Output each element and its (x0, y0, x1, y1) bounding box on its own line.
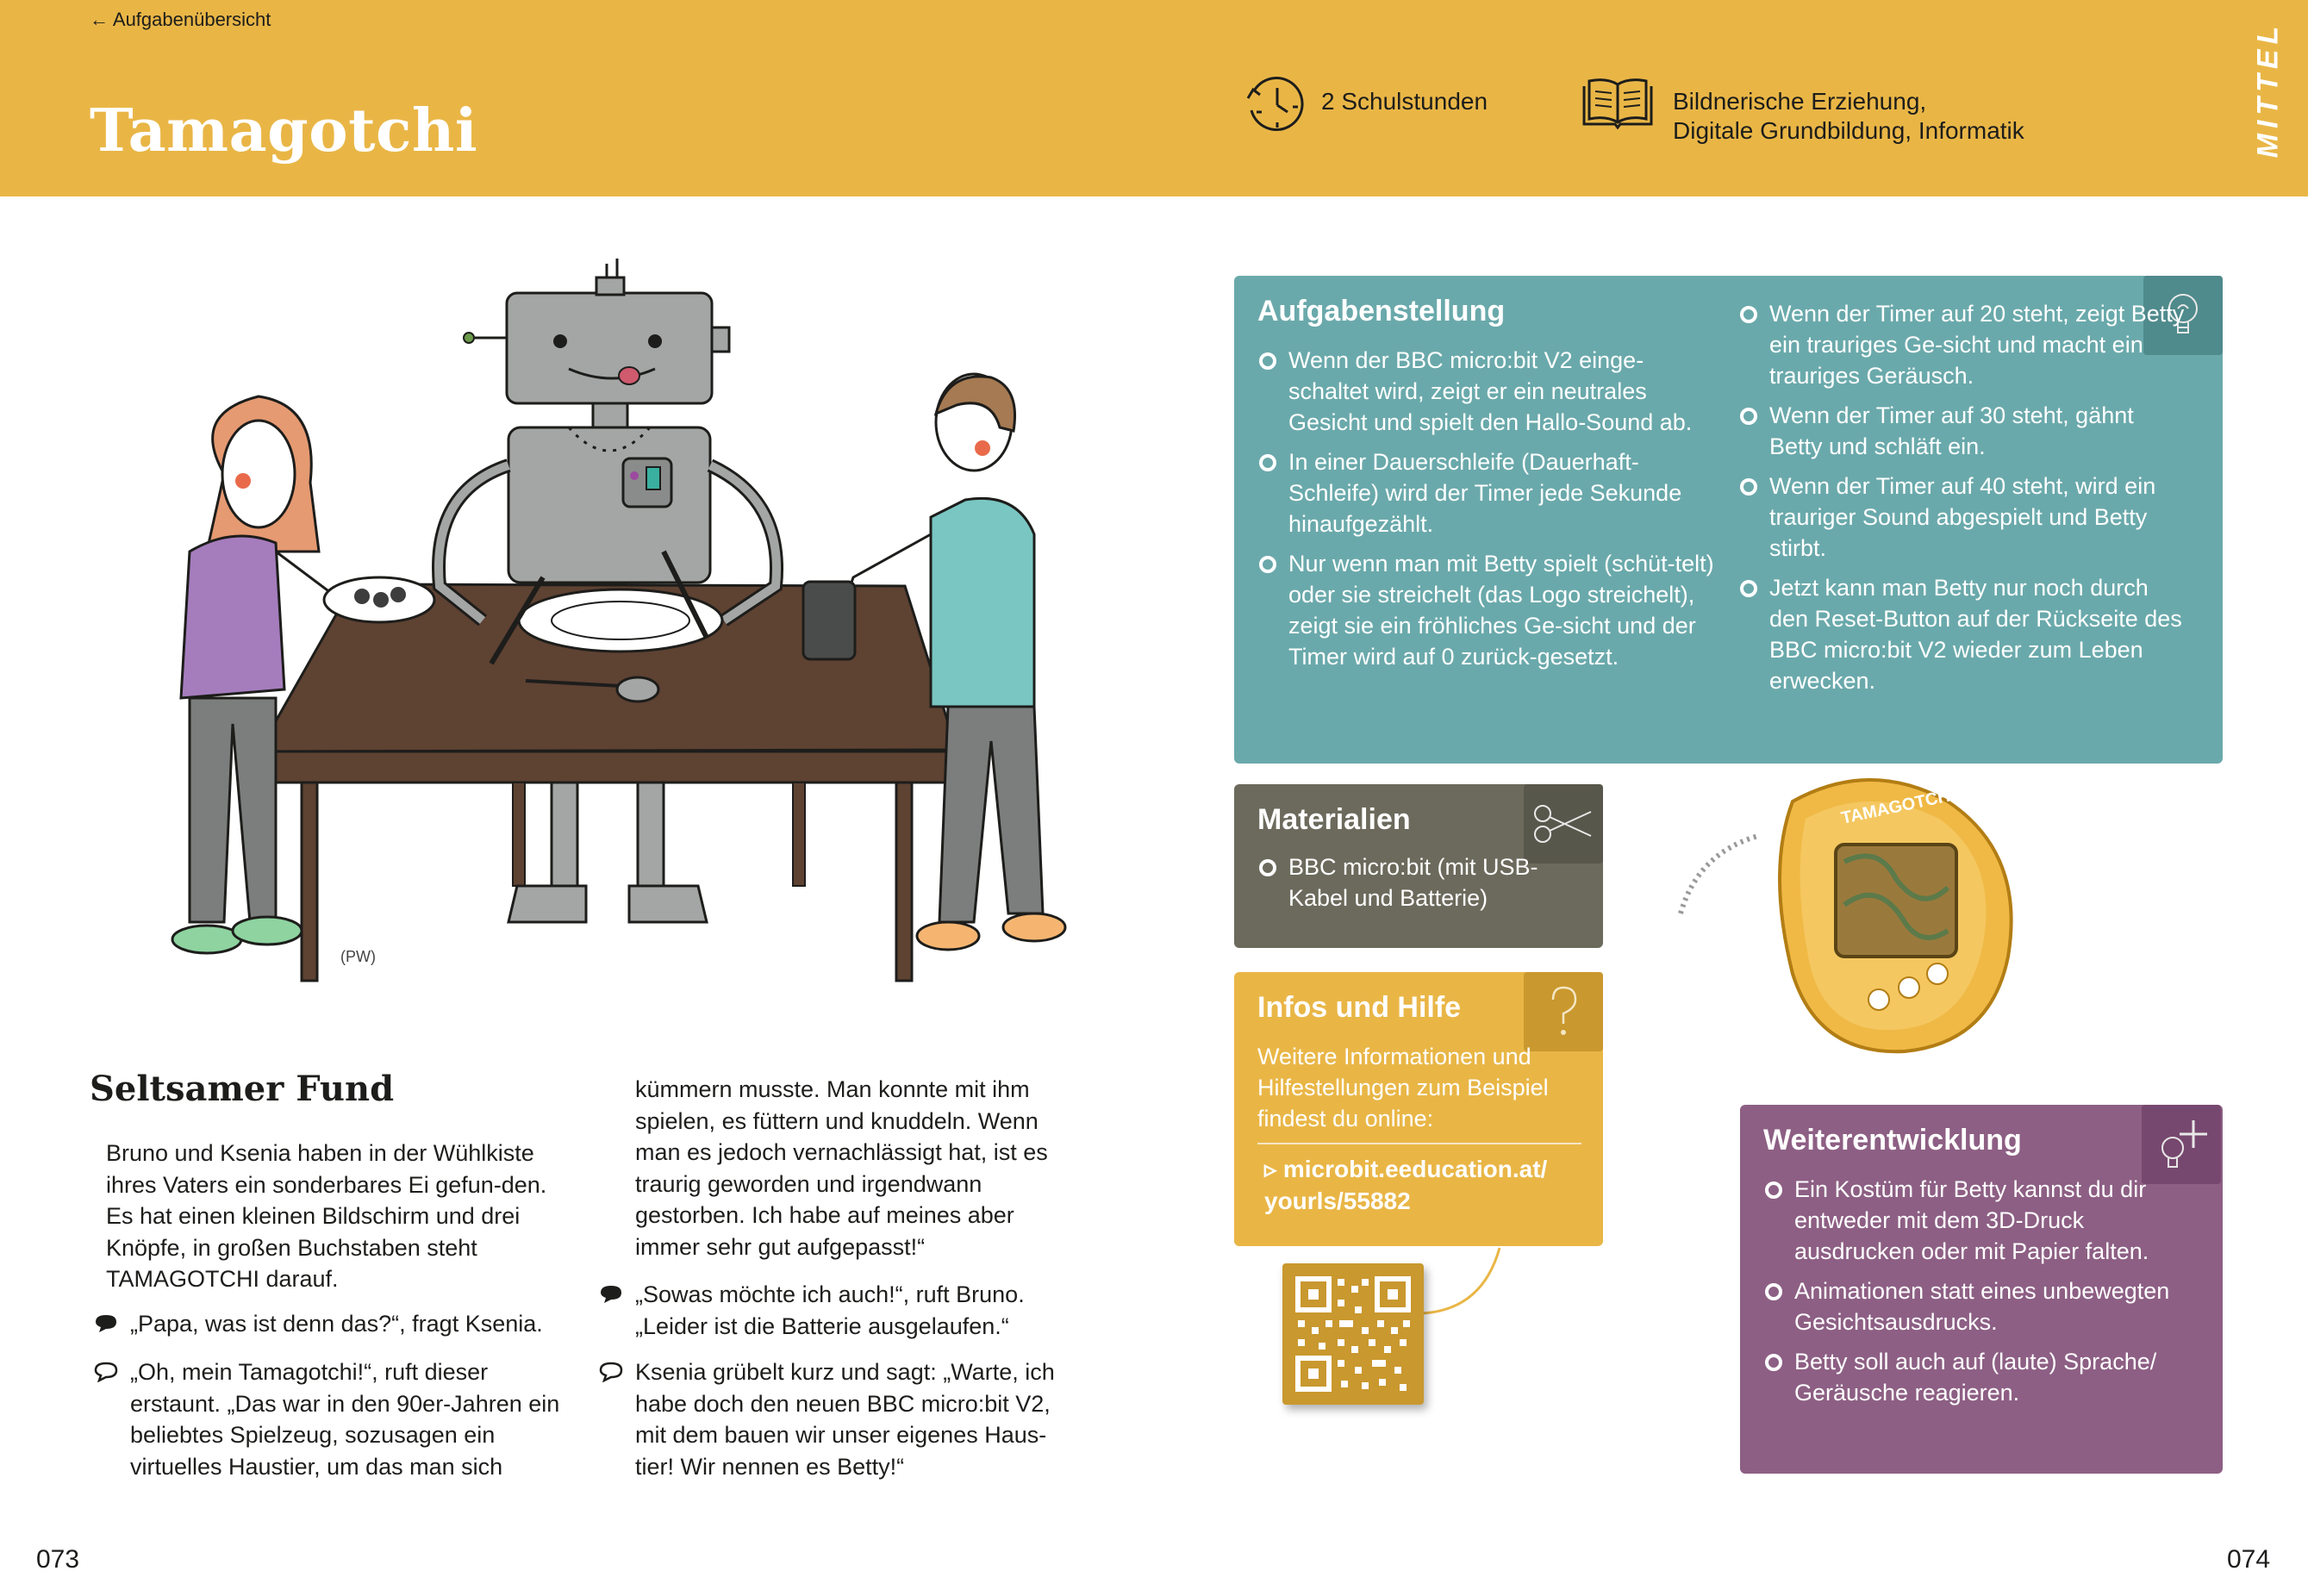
page-number-left: 073 (36, 1545, 80, 1574)
speech-bubble-outline-icon (94, 1362, 118, 1382)
task-item: Wenn der Timer auf 30 steht, gähnt Betty und schläft ein. (1738, 400, 2186, 462)
clock-icon (1243, 72, 1308, 138)
info-link-line-1[interactable]: ▹ microbit.eeducation.at/ (1264, 1156, 1548, 1182)
development-title: Weiterentwicklung (1763, 1124, 2022, 1156)
task-list-left (1257, 345, 1723, 681)
page-number-right: 074 (2227, 1545, 2271, 1574)
question-mark-icon (1524, 972, 1603, 1051)
subjects-label (1673, 87, 2024, 146)
task-item: Nur wenn man mit Betty spielt (schüt-telt) oder sie streichelt (das Logo streichelt), zeigt sie ein fröhliches Ge-sicht und der Timer wird auf 0 zurück-gesetzt. (1257, 548, 1723, 672)
story-quote-2 (130, 1356, 570, 1482)
open-book-icon (1581, 78, 1655, 129)
story-quote-1-text: „Papa, was ist denn das?“, fragt Ksenia. (130, 1311, 543, 1337)
development-list (1763, 1174, 2194, 1417)
difficulty-level-label: MITTEL (2251, 21, 2285, 159)
duration-label: 2 Schulstunden (1321, 88, 1488, 115)
speech-bubble-filled-icon (599, 1284, 623, 1305)
task-box (1234, 276, 2223, 764)
info-box (1234, 972, 1603, 1246)
illustration-credit: (PW) (340, 948, 376, 965)
task-item: Wenn der Timer auf 40 steht, wird ein trauriger Sound abgespielt und Betty stirbt. (1738, 471, 2186, 564)
tamagotchi-photo (1663, 750, 2112, 1077)
materials-box (1234, 784, 1603, 948)
back-to-overview-link[interactable]: ← Aufgabenübersicht (90, 9, 271, 30)
speech-bubble-outline-icon (599, 1362, 623, 1382)
tamagotchi-logo: TAMAGOTCHI (1839, 785, 1957, 828)
task-item: Wenn der BBC micro:bit V2 einge-schaltet wird, zeigt er ein neutrales Gesicht und spielt den Hallo-Sound ab. (1257, 345, 1723, 438)
info-text: Weitere Informationen und Hilfestellungen zum Beispiel findest du online: (1257, 1044, 1549, 1132)
materials-title: Materialien (1257, 803, 1411, 836)
difficulty-level (2251, 12, 2286, 167)
info-link-line-2[interactable]: yourls/55882 (1264, 1188, 1411, 1214)
development-box (1740, 1105, 2223, 1474)
info-divider (1257, 1143, 1581, 1144)
subjects-line-2: Digitale Grundbildung, Informatik (1673, 117, 2024, 144)
materials-item: BBC micro:bit (mit USB-Kabel und Batterie) (1257, 851, 1550, 913)
story-paragraph-2: kümmern musste. Man konnte mit ihm spielen, es füttern und knuddeln. Wenn man es jedoch vernachlässigt hat, ist es traurig geworden und irgendwann gestorben. Ich habe auf meines aber immer sehr gut aufgepasst!“ (635, 1076, 1048, 1260)
development-item: Animationen statt eines unbewegten Gesichtsausdrucks. (1763, 1275, 2194, 1337)
story-paragraph-1: Bruno und Ksenia haben in der Wühlkiste ihres Vaters ein sonderbares Ei gefun-den. Es hat einen kleinen Bildschirm und drei Knöpfe, in großen Buchstaben steht TAMAGOTCHI darauf. (106, 1140, 547, 1292)
story-quote-4 (635, 1356, 1083, 1482)
task-list-right (1738, 298, 2186, 705)
story-heading: Seltsamer Fund (90, 1069, 395, 1109)
lightbulb-plus-icon (2142, 1105, 2221, 1184)
task-title: Aufgabenstellung (1257, 295, 1506, 327)
task-item: Wenn der Timer auf 20 steht, zeigt Betty ein trauriges Ge-sicht und macht ein trauriges Geräusch. (1738, 298, 2186, 391)
page-title: Tamagotchi (90, 97, 478, 165)
materials-list (1257, 851, 1550, 922)
task-item: Jetzt kann man Betty nur noch durch den Reset-Button auf der Rückseite des BBC micro:bit V2 wieder zum Leben erwecken. (1738, 572, 2186, 696)
story-quote-2-text: „Oh, mein Tamagotchi!“, ruft dieser erstaunt. „Das war in den 90er-Jahren ein beliebtes Spielzeug, sozusagen ein virtuelles Haustier, um das man sich (130, 1359, 560, 1480)
task-item: In einer Dauerschleife (Dauerhaft-Schleife) wird der Timer jede Sekunde hinaufgezählt. (1257, 446, 1723, 539)
story-quote-4-text: Ksenia grübelt kurz und sagt: „Warte, ich habe doch den neuen BBC micro:bit V2, mit dem bauen wir unser eigenes Haus-tier! Wir nennen es Betty!“ (635, 1359, 1055, 1480)
development-item: Ein Kostüm für Betty kannst du dir entweder mit dem 3D-Druck ausdrucken oder mit Papier falten. (1763, 1174, 2194, 1267)
qr-code[interactable] (1282, 1263, 1424, 1405)
subjects-line-1: Bildnerische Erziehung, (1673, 88, 1927, 115)
development-item: Betty soll auch auf (laute) Sprache/ Geräusche reagieren. (1763, 1346, 2194, 1408)
robot-table-illustration (103, 259, 1086, 982)
story-quote-3-text: „Sowas möchte ich auch!“, ruft Bruno. „Leider ist die Batterie ausgelaufen.“ (635, 1281, 1025, 1339)
info-title: Infos und Hilfe (1257, 991, 1462, 1024)
story-quote-3 (635, 1279, 1083, 1342)
speech-bubble-filled-icon (94, 1313, 118, 1334)
story-quote-1 (130, 1308, 578, 1340)
